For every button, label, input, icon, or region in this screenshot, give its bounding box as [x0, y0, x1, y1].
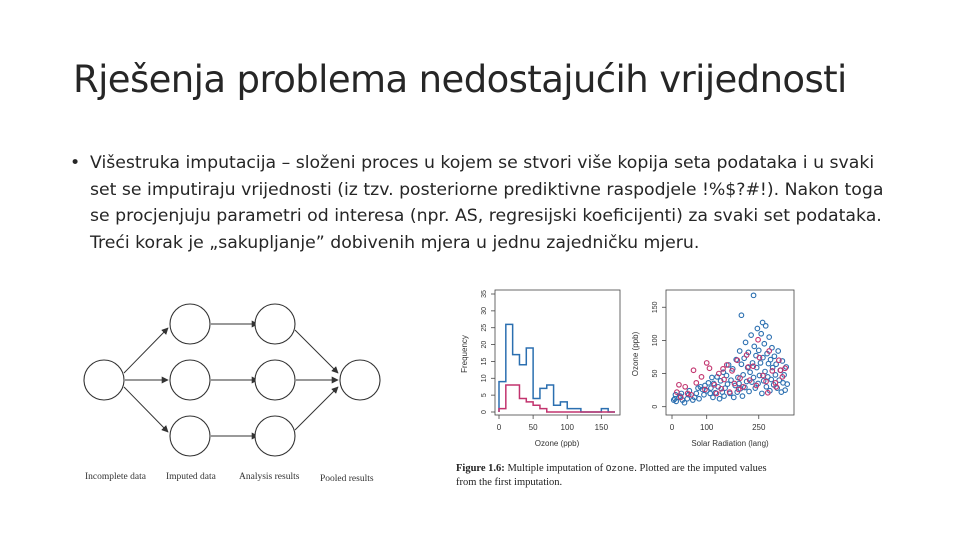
scatter-xtick-label: 0	[669, 423, 675, 432]
scatter-point-1	[683, 385, 688, 390]
histogram-ytick-label: 5	[481, 393, 488, 398]
scatter-point-0	[760, 320, 765, 325]
histogram-xtick-label: 150	[594, 423, 609, 432]
histogram-frame	[495, 290, 620, 415]
diagram-label-imputed: Imputed data	[166, 472, 216, 482]
histogram-ytick-label: 15	[481, 357, 488, 366]
imputation-diagram-svg	[80, 300, 400, 490]
scatter-point-0	[752, 344, 757, 349]
scatter-point-0	[751, 293, 756, 298]
scatter-point-1	[783, 366, 788, 371]
scatter-point-0	[697, 396, 702, 401]
histogram-ytick-label: 25	[481, 323, 488, 332]
histogram-xlabel: Ozone (ppb)	[534, 439, 580, 448]
scatter-xtick-label: 250	[752, 423, 766, 432]
scatter-point-1	[756, 337, 761, 342]
caption-text-1: Multiple imputation of	[507, 463, 604, 474]
bullet-item	[70, 150, 890, 256]
slide-title: Rješenja problema nedostajućih vrijednosti	[73, 58, 847, 101]
scatter-ytick-label: 50	[652, 369, 659, 378]
scatter-point-0	[762, 341, 767, 346]
caption-label: Figure 1.6:	[456, 463, 505, 474]
scatter-point-0	[706, 381, 711, 386]
caption-text-1b: . Plotted are the imputed values	[634, 463, 767, 474]
scatter-point-0	[731, 395, 736, 400]
ozone-histogram	[455, 282, 625, 452]
bullet-dot-icon: •	[70, 153, 81, 173]
scatter-point-0	[783, 388, 788, 393]
scatter-point-0	[769, 377, 774, 382]
scatter-point-0	[748, 370, 753, 375]
scatter-point-1	[721, 367, 726, 372]
histogram-ytick-label: 35	[481, 290, 488, 298]
scatter-point-0	[764, 385, 769, 390]
imputation-diagram	[80, 300, 400, 490]
histogram-ylabel: Frequency	[460, 335, 469, 373]
scatter-point-0	[711, 395, 716, 400]
scatter-point-0	[749, 333, 754, 338]
scatter-point-0	[694, 391, 699, 396]
figure-caption	[456, 462, 816, 496]
scatter-point-0	[743, 340, 748, 345]
scatter-point-0	[717, 396, 722, 401]
scatter-svg	[628, 282, 800, 452]
scatter-point-1	[691, 368, 696, 373]
imputed-data-node-1	[170, 304, 210, 344]
scatter-point-0	[739, 313, 744, 318]
analysis-result-node-1	[255, 304, 295, 344]
scatter-point-0	[772, 354, 777, 359]
diagram-label-pooled: Pooled results	[320, 474, 374, 484]
scatter-point-0	[776, 349, 781, 354]
pooled-result-node	[340, 360, 380, 400]
scatter-point-0	[739, 362, 744, 367]
diagram-arrows	[124, 324, 338, 436]
histogram-series-0	[499, 324, 615, 412]
histogram-xtick-label: 0	[496, 423, 502, 432]
histogram-ytick-label: 30	[481, 306, 488, 315]
scatter-point-0	[737, 349, 742, 354]
scatter-point-0	[740, 394, 745, 399]
histogram-series-1	[499, 385, 615, 412]
ozone-scatter	[628, 282, 800, 452]
histogram-xtick-label: 50	[528, 423, 538, 432]
histogram-xtick-label: 100	[560, 423, 574, 432]
scatter-point-1	[704, 361, 709, 366]
scatter-point-1	[707, 366, 712, 371]
histogram-svg	[455, 282, 625, 452]
caption-code: Ozone	[605, 463, 635, 474]
scatter-point-0	[758, 361, 763, 366]
histogram-ytick-label: 0	[481, 410, 488, 414]
scatter-point-0	[747, 389, 752, 394]
histogram-ytick-label: 10	[481, 374, 488, 383]
scatter-point-0	[785, 382, 790, 387]
scatter-point-1	[677, 383, 682, 388]
scatter-point-1	[770, 369, 775, 374]
analysis-result-node-2	[255, 360, 295, 400]
imputed-data-node-2	[170, 360, 210, 400]
scatter-point-0	[759, 331, 764, 336]
scatter-point-1	[699, 375, 704, 380]
scatter-ytick-label: 0	[652, 404, 659, 409]
imputed-data-node-3	[170, 416, 210, 456]
scatter-point-0	[756, 348, 761, 353]
scatter-point-0	[760, 391, 765, 396]
scatter-ylabel: Ozone (ppb)	[631, 331, 640, 377]
incomplete-data-node	[84, 360, 124, 400]
scatter-point-0	[755, 326, 760, 331]
bullet-text: Višestruka imputacija – složeni proces u kojem se stvori više kopija seta podataka i u svaki set se imputiraju vrijednosti (iz tzv. posteriorne prediktivne raspodjele !%$?#!). Nakon toga se procjenjuju parametri od interesa (npr. AS, regresijski koeficijenti) za svaki set podataka. Treći korak je „sakupljanje” dobivenih mjera u jednu zajedničku mjeru.	[90, 153, 884, 253]
analysis-result-node-3	[255, 416, 295, 456]
diagram-label-analysis: Analysis results	[239, 472, 300, 482]
scatter-point-0	[737, 381, 742, 386]
scatter-xtick-label: 100	[700, 423, 714, 432]
histogram-ytick-label: 20	[481, 340, 488, 349]
scatter-xlabel: Solar Radiation (lang)	[691, 439, 769, 448]
scatter-point-1	[694, 381, 699, 386]
caption-text-2: from the first imputation.	[456, 477, 563, 488]
scatter-point-0	[710, 375, 715, 380]
scatter-ytick-label: 150	[652, 301, 659, 314]
diagram-label-incomplete: Incomplete data	[85, 472, 146, 482]
scatter-ytick-label: 100	[652, 334, 659, 347]
scatter-point-0	[722, 394, 727, 399]
scatter-point-0	[767, 335, 772, 340]
scatter-point-0	[725, 382, 730, 387]
